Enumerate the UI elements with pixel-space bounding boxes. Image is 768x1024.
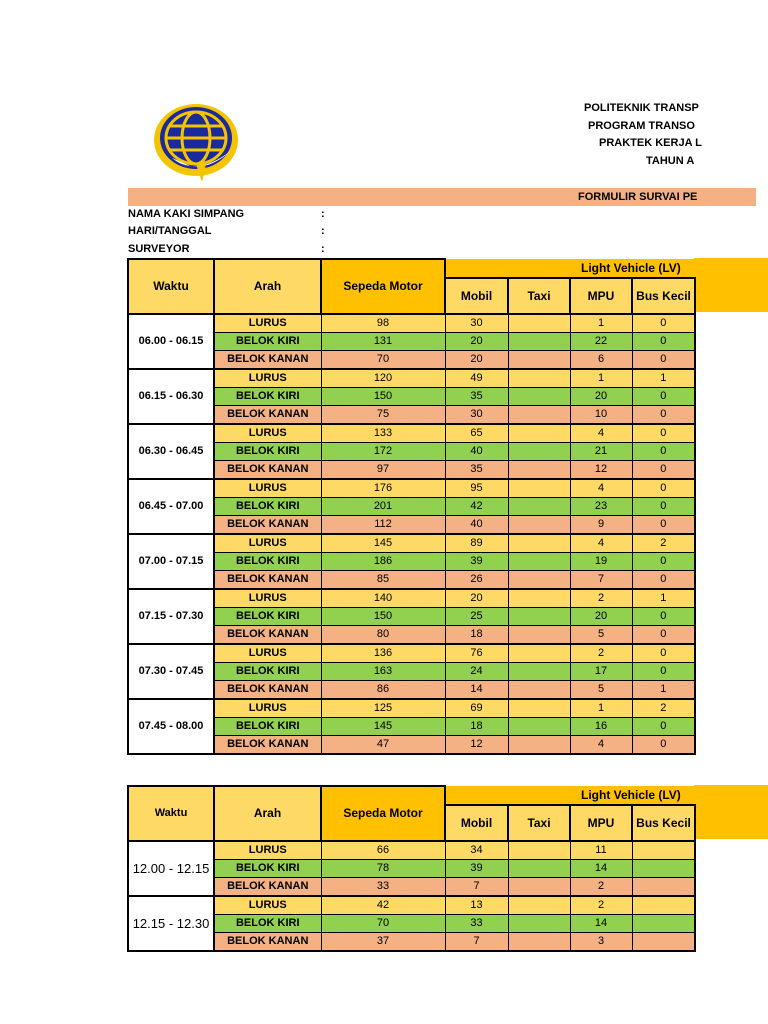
bus-kecil-cell[interactable]: 2 [632,699,695,718]
arah-cell: BELOK KIRI [214,333,321,351]
mpu-cell[interactable]: 1 [570,314,632,333]
arah-cell: LURUS [214,369,321,388]
bus-kecil-cell[interactable]: 2 [632,534,695,553]
taxi-cell[interactable] [508,351,570,370]
waktu-cell: 07.00 - 07.15 [128,534,214,589]
bus-kecil-cell[interactable]: 1 [632,369,695,388]
mpu-cell[interactable]: 4 [570,479,632,498]
taxi-cell[interactable] [508,516,570,535]
table-row [128,608,695,626]
bus-kecil-cell[interactable]: 1 [632,589,695,608]
mobil-cell[interactable]: 65 [445,424,508,443]
mpu-cell[interactable]: 7 [570,571,632,590]
bus-kecil-cell[interactable]: 0 [632,736,695,755]
arah-cell: BELOK KANAN [214,933,321,952]
table-row [128,841,695,860]
bus-kecil-cell[interactable]: 0 [632,644,695,663]
taxi-cell[interactable] [508,571,570,590]
meta-label: NAMA KAKI SIMPANG [128,208,245,220]
bus-kecil-cell[interactable]: 0 [632,608,695,626]
taxi-cell[interactable] [508,333,570,351]
institution-logo [150,100,246,184]
table-row [128,388,695,406]
table-row [128,571,695,590]
meta-label: SURVEYOR [128,243,190,255]
col-mobil: Mobil [445,805,508,841]
taxi-cell[interactable] [508,718,570,736]
table-row [128,896,695,915]
arah-cell: BELOK KANAN [214,878,321,897]
arah-cell: LURUS [214,534,321,553]
table-row [128,933,695,952]
taxi-cell[interactable] [508,878,570,897]
bus-kecil-cell[interactable]: 0 [632,663,695,681]
mobil-cell[interactable]: 30 [445,314,508,333]
mobil-cell[interactable]: 24 [445,663,508,681]
bus-kecil-cell[interactable]: 0 [632,553,695,571]
col-bus-kecil: Bus Kecil [632,278,695,314]
arah-cell: BELOK KANAN [214,516,321,535]
mpu-cell[interactable]: 21 [570,443,632,461]
mobil-cell[interactable]: 7 [445,933,508,952]
waktu-cell: 07.15 - 07.30 [128,589,214,644]
bus-kecil-cell[interactable]: 0 [632,461,695,480]
arah-cell: BELOK KIRI [214,718,321,736]
mobil-cell[interactable]: 26 [445,571,508,590]
mobil-cell[interactable]: 69 [445,699,508,718]
form-title: FORMULIR SURVAI PE [578,191,698,203]
col-bus-kecil: Bus Kecil [632,805,695,841]
mobil-cell[interactable]: 39 [445,860,508,878]
meta-colon: : [321,243,325,255]
arah-cell: BELOK KANAN [214,571,321,590]
arah-cell: LURUS [214,896,321,915]
mobil-cell[interactable]: 33 [445,915,508,933]
sepeda-motor-cell[interactable]: 150 [321,608,445,626]
mpu-cell[interactable]: 2 [570,589,632,608]
arah-cell: BELOK KANAN [214,626,321,645]
mobil-cell[interactable]: 76 [445,644,508,663]
bus-kecil-cell[interactable]: 0 [632,424,695,443]
mpu-cell[interactable]: 11 [570,841,632,860]
arah-cell: BELOK KIRI [214,608,321,626]
taxi-cell[interactable] [508,369,570,388]
bus-kecil-cell[interactable]: 0 [632,406,695,425]
mobil-cell[interactable]: 14 [445,681,508,700]
taxi-cell[interactable] [508,388,570,406]
col-sepeda-motor: Sepeda Motor [321,786,445,841]
taxi-cell[interactable] [508,860,570,878]
table-row [128,663,695,681]
mobil-cell[interactable]: 35 [445,461,508,480]
arah-cell: LURUS [214,424,321,443]
header-line-3: PRAKTEK KERJA L [599,137,702,149]
table-row [128,461,695,480]
bus-kecil-cell[interactable]: 0 [632,388,695,406]
lv-header-extension [694,258,768,312]
mobil-cell[interactable]: 34 [445,841,508,860]
bus-kecil-cell[interactable] [632,860,695,878]
arah-cell: BELOK KIRI [214,553,321,571]
mobil-cell[interactable]: 20 [445,589,508,608]
mpu-cell[interactable]: 22 [570,333,632,351]
table-row [128,644,695,663]
taxi-cell[interactable] [508,498,570,516]
sepeda-motor-cell[interactable]: 70 [321,915,445,933]
table-row [128,351,695,370]
sepeda-motor-cell[interactable]: 133 [321,424,445,443]
mobil-cell[interactable]: 39 [445,553,508,571]
bus-kecil-cell[interactable]: 0 [632,498,695,516]
col-mobil: Mobil [445,278,508,314]
bus-kecil-cell[interactable] [632,915,695,933]
col-waktu: Waktu [128,259,214,314]
table-row [128,498,695,516]
arah-cell: LURUS [214,479,321,498]
table-row [128,915,695,933]
taxi-cell[interactable] [508,933,570,952]
table-row [128,314,695,333]
mobil-cell[interactable]: 7 [445,878,508,897]
mpu-cell[interactable]: 12 [570,461,632,480]
taxi-cell[interactable] [508,699,570,718]
arah-cell: BELOK KIRI [214,860,321,878]
sepeda-motor-cell[interactable]: 78 [321,860,445,878]
bus-kecil-cell[interactable] [632,878,695,897]
waktu-cell: 07.30 - 07.45 [128,644,214,699]
bus-kecil-cell[interactable]: 0 [632,479,695,498]
table-row [128,516,695,535]
bus-kecil-cell[interactable]: 0 [632,626,695,645]
taxi-cell[interactable] [508,589,570,608]
meta-colon: : [321,208,325,220]
meta-label: HARI/TANGGAL [128,225,212,237]
waktu-cell: 07.45 - 08.00 [128,699,214,754]
arah-cell: BELOK KANAN [214,351,321,370]
arah-cell: LURUS [214,589,321,608]
sepeda-motor-cell[interactable]: 145 [321,534,445,553]
taxi-cell[interactable] [508,896,570,915]
sepeda-motor-cell[interactable]: 85 [321,571,445,590]
mpu-cell[interactable]: 14 [570,915,632,933]
mpu-cell[interactable]: 4 [570,736,632,755]
mpu-cell[interactable]: 5 [570,681,632,700]
col-taxi: Taxi [508,805,570,841]
mpu-cell[interactable]: 1 [570,699,632,718]
mobil-cell[interactable]: 40 [445,443,508,461]
sepeda-motor-cell[interactable]: 80 [321,626,445,645]
table-row [128,681,695,700]
mpu-cell[interactable]: 4 [570,424,632,443]
bus-kecil-cell[interactable]: 1 [632,681,695,700]
sepeda-motor-cell[interactable]: 136 [321,644,445,663]
table-row [128,406,695,425]
sepeda-motor-cell[interactable]: 47 [321,736,445,755]
sepeda-motor-cell[interactable]: 201 [321,498,445,516]
taxi-cell[interactable] [508,553,570,571]
mobil-cell[interactable]: 25 [445,608,508,626]
table-row [128,878,695,897]
arah-cell: BELOK KIRI [214,498,321,516]
survey-table-morning [127,258,696,755]
taxi-cell[interactable] [508,608,570,626]
table-row [128,534,695,553]
sepeda-motor-cell[interactable]: 86 [321,681,445,700]
mpu-cell[interactable]: 16 [570,718,632,736]
taxi-cell[interactable] [508,663,570,681]
mpu-cell[interactable]: 2 [570,644,632,663]
table-row [128,718,695,736]
taxi-cell[interactable] [508,626,570,645]
mpu-cell[interactable]: 1 [570,369,632,388]
sepeda-motor-cell[interactable]: 172 [321,443,445,461]
col-light-vehicle: Light Vehicle (LV) [445,786,695,805]
sepeda-motor-cell[interactable]: 145 [321,718,445,736]
arah-cell: LURUS [214,314,321,333]
sepeda-motor-cell[interactable]: 66 [321,841,445,860]
arah-cell: LURUS [214,841,321,860]
mpu-cell[interactable]: 20 [570,608,632,626]
table-row [128,699,695,718]
mobil-cell[interactable]: 89 [445,534,508,553]
sepeda-motor-cell[interactable]: 75 [321,406,445,425]
bus-kecil-cell[interactable]: 0 [632,718,695,736]
mpu-cell[interactable]: 19 [570,553,632,571]
sepeda-motor-cell[interactable]: 176 [321,479,445,498]
taxi-cell[interactable] [508,534,570,553]
taxi-cell[interactable] [508,644,570,663]
mpu-cell[interactable]: 23 [570,498,632,516]
mpu-cell[interactable]: 2 [570,896,632,915]
mobil-cell[interactable]: 18 [445,626,508,645]
arah-cell: BELOK KIRI [214,443,321,461]
mpu-cell[interactable]: 17 [570,663,632,681]
mpu-cell[interactable]: 3 [570,933,632,952]
bus-kecil-cell[interactable]: 0 [632,351,695,370]
mobil-cell[interactable]: 40 [445,516,508,535]
table-row [128,626,695,645]
taxi-cell[interactable] [508,841,570,860]
form-title-bar [128,188,756,206]
taxi-cell[interactable] [508,424,570,443]
sepeda-motor-cell[interactable]: 131 [321,333,445,351]
bus-kecil-cell[interactable] [632,933,695,952]
bus-kecil-cell[interactable]: 0 [632,443,695,461]
sepeda-motor-cell[interactable]: 98 [321,314,445,333]
survey-table-noon [127,785,696,952]
waktu-cell: 06.00 - 06.15 [128,314,214,369]
taxi-cell[interactable] [508,736,570,755]
mpu-cell[interactable]: 6 [570,351,632,370]
mpu-cell[interactable]: 4 [570,534,632,553]
sepeda-motor-cell[interactable]: 33 [321,878,445,897]
sepeda-motor-cell[interactable]: 70 [321,351,445,370]
table-row [128,369,695,388]
mpu-cell[interactable]: 2 [570,878,632,897]
bus-kecil-cell[interactable] [632,896,695,915]
taxi-cell[interactable] [508,443,570,461]
col-arah: Arah [214,786,321,841]
lv-header-extension [694,785,768,839]
mobil-cell[interactable]: 95 [445,479,508,498]
bus-kecil-cell[interactable]: 0 [632,516,695,535]
arah-cell: LURUS [214,644,321,663]
arah-cell: BELOK KANAN [214,736,321,755]
mobil-cell[interactable]: 30 [445,406,508,425]
mobil-cell[interactable]: 13 [445,896,508,915]
header-line-2: PROGRAM TRANSO [588,120,695,132]
table-row [128,860,695,878]
sepeda-motor-cell[interactable]: 120 [321,369,445,388]
col-waktu: Waktu [128,786,214,841]
bus-kecil-cell[interactable]: 0 [632,314,695,333]
bus-kecil-cell[interactable]: 0 [632,571,695,590]
meta-row-tanggal [128,225,325,237]
taxi-cell[interactable] [508,461,570,480]
waktu-cell: 12.15 - 12.30 [128,896,214,951]
taxi-cell[interactable] [508,915,570,933]
meta-colon: : [321,225,325,237]
arah-cell: BELOK KANAN [214,406,321,425]
waktu-cell: 06.45 - 07.00 [128,479,214,534]
header-line-4: TAHUN A [646,155,695,167]
mobil-cell[interactable]: 20 [445,351,508,370]
arah-cell: BELOK KANAN [214,681,321,700]
arah-cell: BELOK KIRI [214,663,321,681]
mpu-cell[interactable]: 14 [570,860,632,878]
arah-cell: BELOK KIRI [214,915,321,933]
mobil-cell[interactable]: 42 [445,498,508,516]
taxi-cell[interactable] [508,479,570,498]
bus-kecil-cell[interactable] [632,841,695,860]
table-row [128,553,695,571]
sepeda-motor-cell[interactable]: 163 [321,663,445,681]
table-row [128,443,695,461]
waktu-cell: 06.30 - 06.45 [128,424,214,479]
taxi-cell[interactable] [508,314,570,333]
arah-cell: BELOK KANAN [214,461,321,480]
sepeda-motor-cell[interactable]: 42 [321,896,445,915]
taxi-cell[interactable] [508,406,570,425]
mobil-cell[interactable]: 12 [445,736,508,755]
col-light-vehicle: Light Vehicle (LV) [445,259,695,278]
table-row [128,736,695,755]
mobil-cell[interactable]: 35 [445,388,508,406]
mobil-cell[interactable]: 20 [445,333,508,351]
col-mpu: MPU [570,278,632,314]
taxi-cell[interactable] [508,681,570,700]
header-line-1: POLITEKNIK TRANSP [584,102,699,114]
col-arah: Arah [214,259,321,314]
table-row [128,479,695,498]
arah-cell: LURUS [214,699,321,718]
meta-row-simpang [128,208,325,220]
waktu-cell: 06.15 - 06.30 [128,369,214,424]
mpu-cell[interactable]: 5 [570,626,632,645]
table-row [128,424,695,443]
col-taxi: Taxi [508,278,570,314]
mpu-cell[interactable]: 10 [570,406,632,425]
col-sepeda-motor: Sepeda Motor [321,259,445,314]
sepeda-motor-cell[interactable]: 112 [321,516,445,535]
table-row [128,589,695,608]
mpu-cell[interactable]: 20 [570,388,632,406]
sepeda-motor-cell[interactable]: 97 [321,461,445,480]
arah-cell: BELOK KIRI [214,388,321,406]
mobil-cell[interactable]: 49 [445,369,508,388]
bus-kecil-cell[interactable]: 0 [632,333,695,351]
mobil-cell[interactable]: 18 [445,718,508,736]
col-mpu: MPU [570,805,632,841]
mpu-cell[interactable]: 9 [570,516,632,535]
sepeda-motor-cell[interactable]: 125 [321,699,445,718]
waktu-cell: 12.00 - 12.15 [128,841,214,896]
sepeda-motor-cell[interactable]: 186 [321,553,445,571]
sepeda-motor-cell[interactable]: 150 [321,388,445,406]
sepeda-motor-cell[interactable]: 140 [321,589,445,608]
meta-row-surveyor [128,243,325,255]
sepeda-motor-cell[interactable]: 37 [321,933,445,952]
table-row [128,333,695,351]
